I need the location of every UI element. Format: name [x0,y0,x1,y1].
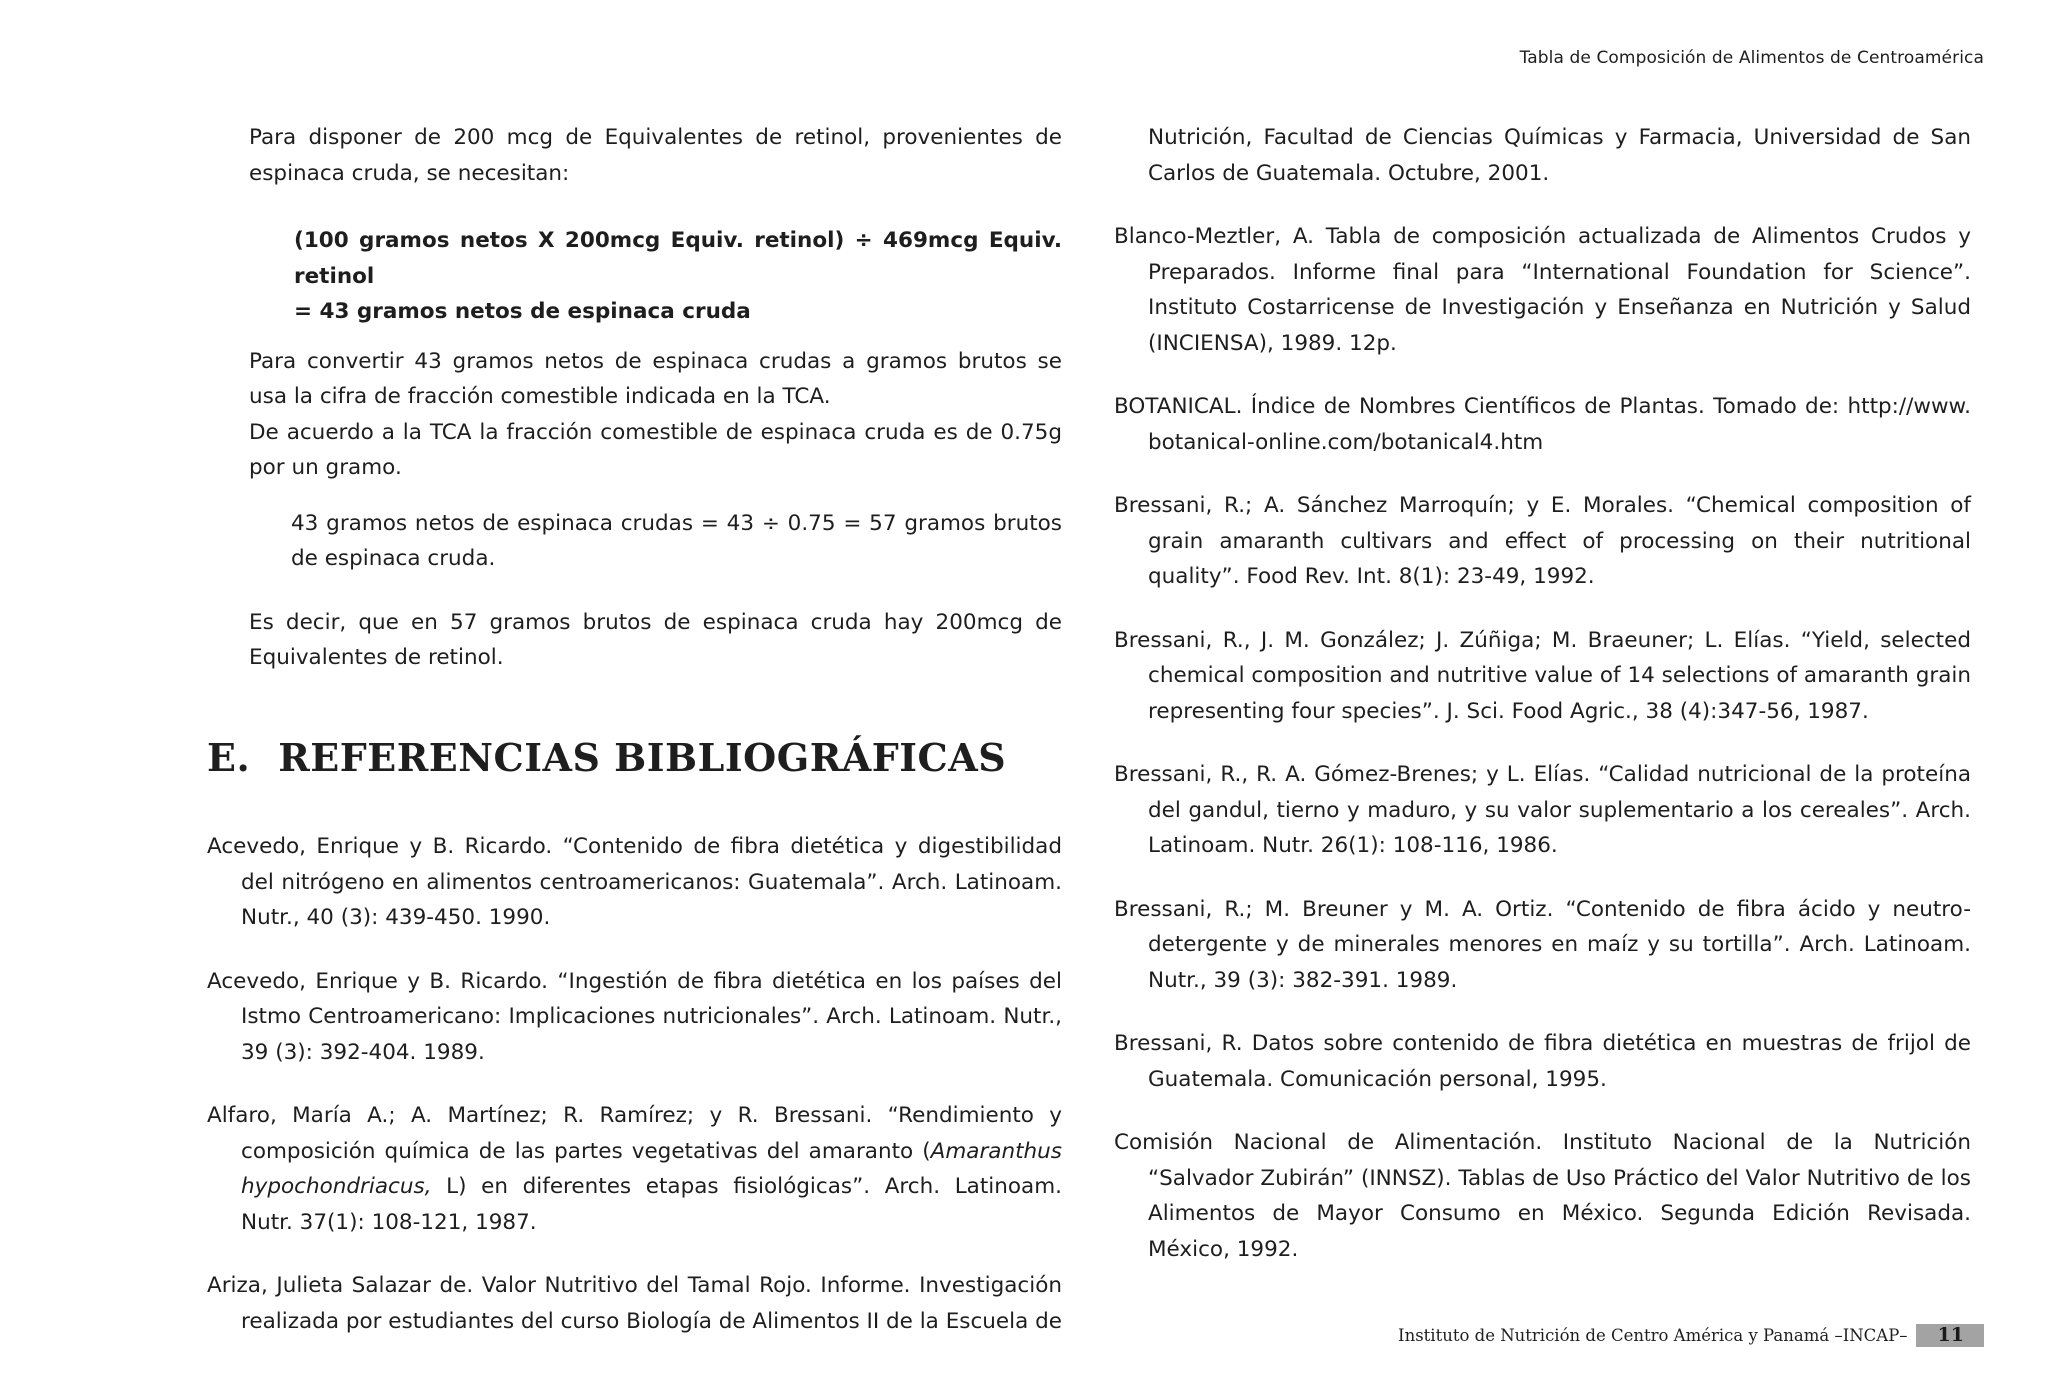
formula-bold-line-2: = 43 gramos netos de espinaca cruda [294,299,751,324]
formula-bold [249,223,1062,330]
page-footer [1398,1324,1984,1347]
reference-entry: Ariza, Julieta Salazar de. Valor Nutritivo del Tamal Rojo. Informe. Investigación realizada por estudiantes del curso Biología de Alimentos II de la Escuela de [207,1273,1063,1334]
right-column [1114,120,1971,1295]
section-letter: E. [207,734,251,780]
reference-continuation: Nutrición, Facultad de Ciencias Químicas y Farmacia, Universidad de San Carlos de Guatemala. Octubre, 2001. [1148,125,1971,186]
reference-text: Alfaro, María A.; A. Martínez; R. Ramírez; y R. Bressani. “Rendimiento y composición química de las partes vegetativas del amaranto ( [207,1103,1062,1164]
reference-entry: Bressani, R. Datos sobre contenido de fibra dietética en muestras de frijol de Guatemala. Comunicación personal, 1995. [1114,1031,1971,1092]
reference-entry: Bressani, R., J. M. González; J. Zúñiga; M. Braeuner; L. Elías. “Yield, selected chemical composition and nutritive value of 14 selections of amaranth grain representing four species”. J. Sci. Food Agric., 38 (4):347-56, 1987. [1114,627,1971,724]
reference-entry: BOTANICAL. Índice de Nombres Científicos de Plantas. Tomado de: http://www. botanical-online.com/botanical4.htm [1114,394,1971,455]
conclusion-paragraph: Es decir, que en 57 gramos brutos de espinaca cruda hay 200mcg de Equivalentes de retinol. [249,609,1062,670]
fraction-paragraph: De acuerdo a la TCA la fracción comestible de espinaca cruda es de 0.75g por un gramo. [249,419,1062,480]
reference-entry [207,1098,1062,1240]
formula-bold-line-1: (100 gramos netos X 200mcg Equiv. retinol) ÷ 469mcg Equiv. retinol [294,228,1062,289]
reference-entry: Comisión Nacional de Alimentación. Instituto Nacional de la Nutrición “Salvador Zubirán” (INNSZ). Tablas de Uso Práctico del Valor Nutritivo de los Alimentos de Mayor Consumo en México. Segunda Edición Revisada. México, 1992. [1114,1130,1971,1262]
reference-entry: Acevedo, Enrique y B. Ricardo. “Contenido de fibra dietética y digestibilidad del nitrógeno en alimentos centroamericanos: Guatemala”. Arch. Latinoam. Nutr., 40 (3): 439-450. 1990. [207,834,1062,930]
reference-text: L) en diferentes etapas fisiológicas”. Arch. Latinoam. Nutr. 37(1): 108-121, 1987. [241,1174,1062,1235]
section-heading [207,734,1062,780]
reference-entry: Acevedo, Enrique y B. Ricardo. “Ingestión de fibra dietética en los países del Istmo Centroamericano: Implicaciones nutricionales”. Arch. Latinoam. Nutr., 39 (3): 392-404. 1989. [207,968,1062,1065]
left-column [207,120,1062,1339]
reference-entry: Blanco-Meztler, A. Tabla de composición actualizada de Alimentos Crudos y Preparados. Informe final para “International Foundation for Science”. Instituto Costarricense de Investigación y Enseñanza en Nutrición y Salud (INCIENSA), 1989. 12p. [1114,224,1971,356]
page-number: 11 [1916,1324,1984,1347]
reference-entry: Bressani, R.; M. Breuner y M. A. Ortiz. “Contenido de fibra ácido y neutro-detergente y de minerales menores en maíz y su tortilla”. Arch. Latinoam. Nutr., 39 (3): 382-391. 1989. [1114,896,1971,993]
running-header: Tabla de Composición de Alimentos de Centroamérica [1519,48,1984,68]
example-calculation [207,120,1062,676]
reference-species-italic: Amaranthus hypochondriacus, [241,1138,1062,1199]
reference-entry: Bressani, R., R. A. Gómez-Brenes; y L. Elías. “Calidad nutricional de la proteína del gandul, tierno y maduro, y su valor suplementario a los cereales”. Arch. Latinoam. Nutr. 26(1): 108-116, 1986. [1114,762,1971,858]
convert-paragraph: Para convertir 43 gramos netos de espinaca crudas a gramos brutos se usa la cifra de fracción comestible indicada en la TCA. [249,348,1062,409]
section-title: REFERENCIAS BIBLIOGRÁFICAS [278,734,1007,780]
intro-paragraph: Para disponer de 200 mcg de Equivalentes de retinol, provenientes de espinaca cruda, se necesitan: [249,125,1062,186]
footer-institution: Instituto de Nutrición de Centro América y Panamá –INCAP– [1398,1326,1908,1345]
formula-2: 43 gramos netos de espinaca crudas = 43 ÷ 0.75 = 57 gramos brutos de espinaca cruda. [291,510,1062,571]
reference-entry: Bressani, R.; A. Sánchez Marroquín; y E. Morales. “Chemical composition of grain amaranth cultivars and effect of processing on their nutritional quality”. Food Rev. Int. 8(1): 23-49, 1992. [1114,493,1971,589]
